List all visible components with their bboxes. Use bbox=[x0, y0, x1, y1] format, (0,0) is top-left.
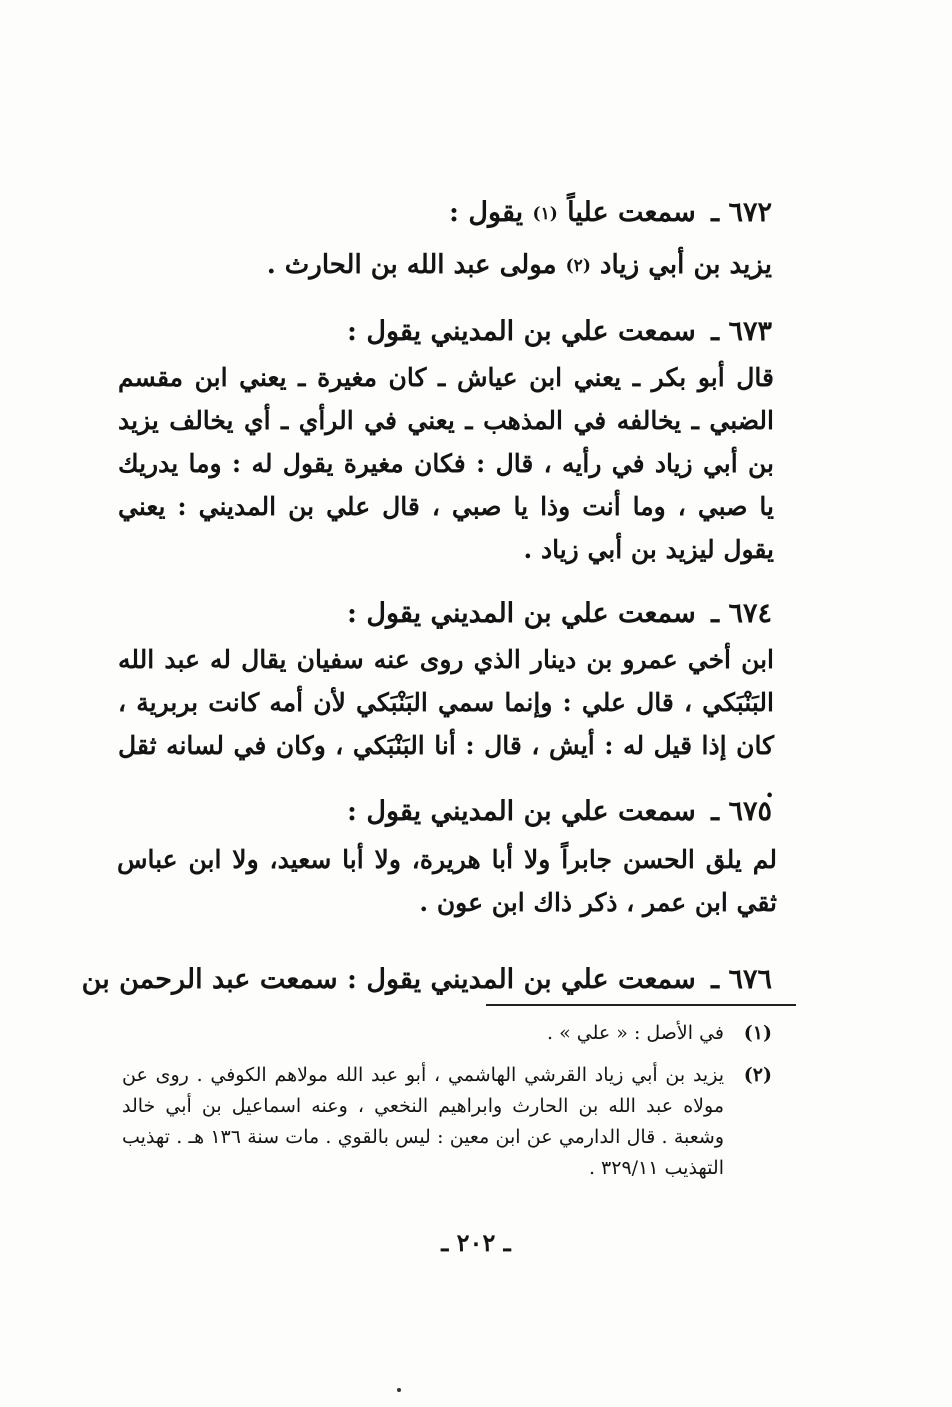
footnote-marker: (٢) bbox=[743, 1064, 772, 1086]
entry-number: ٦٧٤ ـ bbox=[711, 598, 772, 629]
entry-heading: سمعت علي بن المديني يقول : bbox=[346, 796, 696, 827]
footnote-text: يزيد بن أبي زياد القرشي الهاشمي ، أبو عبد الله مولاهم الكوفي . روى عن مولاه عبد الله بن الحارث وابراهيم النخعي ، وعنه اسماعيل بن أبي خالد وشعبة . قال الدارمي عن ابن معين : ليس بالقوي . مات سنة ١٣٦ هـ . تهذيب التهذيب ٣٢٩/١١ . bbox=[122, 1064, 724, 1179]
entry-673-heading bbox=[122, 312, 772, 352]
entry-673-text: قال أبو بكر ـ يعني ابن عياش ـ كان مغيرة ـ يعني ابن مقسم الضبي ـ يخالفه في المذهب ـ يعني في الرأي ـ أي يخالف يزيد بن أبي زياد في رأيه ، قال : فكان مغيرة يقول له : وما يدريك يا صبي ، وما أنت وذا يا صبي ، قال علي بن المديني : يعني يقول ليزيد بن أبي زياد . bbox=[118, 363, 774, 564]
entry-number: ٦٧٦ ـ bbox=[711, 964, 772, 995]
entry-674-text: ابن أخي عمرو بن دينار الذي روى عنه سفيان يقال له عبد الله البَنْبَكي ، قال علي : وإنما سمي البَنْبَكي لأن أمه كانت بربرية ، كان إذا قيل له : أيش ، قال : أنا البَنْبَكي ، وكان في لسانه ثقل . bbox=[118, 645, 774, 803]
entry-676-heading bbox=[81, 960, 772, 1000]
entry-number: ٦٧٢ ـ bbox=[711, 197, 772, 228]
entry-heading-end: يقول : bbox=[449, 197, 524, 228]
entry-text-end: مولى عبد الله بن الحارث . bbox=[266, 250, 557, 280]
entry-672-text bbox=[122, 245, 772, 286]
footnote-2 bbox=[122, 1060, 772, 1184]
footnote-text: في الأصل : « علي » . bbox=[547, 1022, 724, 1044]
entry-heading: سمعت علياً bbox=[567, 197, 696, 228]
footnote-ref: (٢) bbox=[565, 256, 591, 276]
entry-675-text: لم يلق الحسن جابراً ولا أبا هريرة، ولا أبا سعيد، ولا ابن عباس ثقي ابن عمر ، ذكر ذاك ابن عون . bbox=[117, 845, 777, 917]
footnote-marker: (١) bbox=[743, 1022, 772, 1044]
entry-672-heading bbox=[122, 193, 772, 234]
entry-text-start: يزيد بن أبي زياد bbox=[599, 250, 772, 280]
entry-675-heading bbox=[122, 792, 772, 832]
entry-heading: سمعت علي بن المديني يقول : سمعت عبد الرحمن بن bbox=[81, 964, 696, 995]
page-number: ـ ٢٠٢ ـ bbox=[441, 1228, 511, 1257]
footnote-1 bbox=[122, 1018, 772, 1049]
footnote-ref: (١) bbox=[532, 204, 558, 224]
entry-674-heading bbox=[122, 594, 772, 634]
entry-number: ٦٧٣ ـ bbox=[711, 316, 772, 347]
entry-heading: سمعت علي بن المديني يقول : bbox=[346, 316, 696, 347]
footnote-separator bbox=[486, 1004, 796, 1006]
entry-heading: سمعت علي بن المديني يقول : bbox=[346, 598, 696, 629]
scan-speck bbox=[397, 1388, 401, 1392]
entry-number: ٦٧٥ ـ bbox=[711, 796, 772, 827]
